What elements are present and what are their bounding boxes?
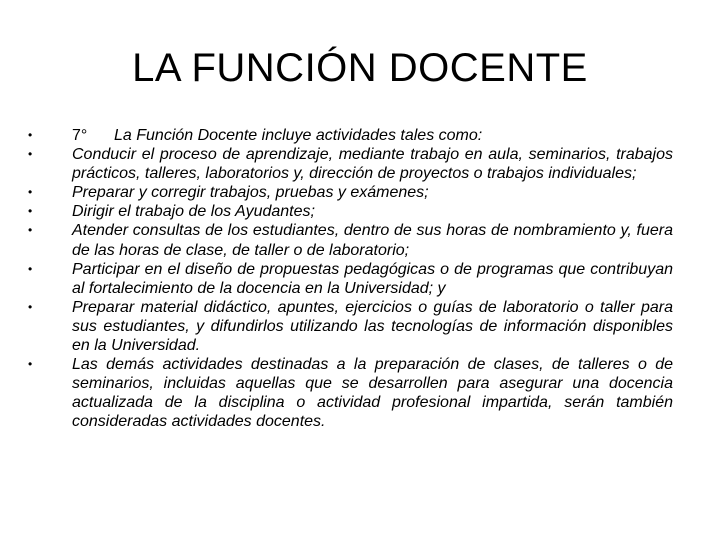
bullet-icon: • xyxy=(28,299,33,314)
bullet-icon: • xyxy=(28,261,33,276)
list-item-text: Preparar material didáctico, apuntes, ejercicios o guías de laboratorio o taller para sus estudiantes, y difundirlos utilizando las tecnologías de información disponibles en la Universidad. xyxy=(72,298,673,355)
list-item xyxy=(28,145,673,183)
slide-title: LA FUNCIÓN DOCENTE xyxy=(132,46,588,90)
article-number: 7° xyxy=(72,127,88,144)
bullet-icon: • xyxy=(28,128,33,142)
list-item-text: Atender consultas de los estudiantes, dentro de sus horas de nombramiento y, fuera de las horas de clase, de taller o de laboratorio; xyxy=(72,222,673,259)
list-item xyxy=(28,221,673,259)
bullet-icon: • xyxy=(28,223,33,238)
list-item-text: Las demás actividades destinadas a la preparación de clases, de talleres o de seminarios, incluidas aquellas que se desarrollen para asegurar una docencia actualizada de la disciplina o actividad profesional impartida, serán también consideradas actividades docentes. xyxy=(72,356,673,431)
list-item xyxy=(28,183,673,202)
list-item xyxy=(28,202,673,221)
list-item-intro xyxy=(28,126,673,145)
list-item xyxy=(28,355,673,431)
list-item-text: Preparar y corregir trabajos, pruebas y exámenes; xyxy=(72,184,429,202)
list-item xyxy=(28,260,673,298)
list-item xyxy=(28,298,673,355)
bullet-icon: • xyxy=(28,185,33,200)
intro-sentence: La Función Docente incluye actividades tales como: xyxy=(114,127,483,144)
bullet-list xyxy=(28,126,673,432)
intro-text xyxy=(72,126,673,145)
list-item-text: Participar en el diseño de propuestas pedagógicas o de programas que contribuyan al fortalecimiento de la docencia en la Universidad; y xyxy=(72,260,673,297)
bullet-icon: • xyxy=(28,204,33,219)
bullet-icon: • xyxy=(28,357,33,372)
bullet-icon: • xyxy=(28,147,33,162)
list-item-text: Dirigir el trabajo de los Ayudantes; xyxy=(72,203,315,221)
list-item-text: Conducir el proceso de aprendizaje, mediante trabajo en aula, seminarios, trabajos prácticos, talleres, laboratorios y, dirección de proyectos o trabajos individuales; xyxy=(72,146,673,183)
